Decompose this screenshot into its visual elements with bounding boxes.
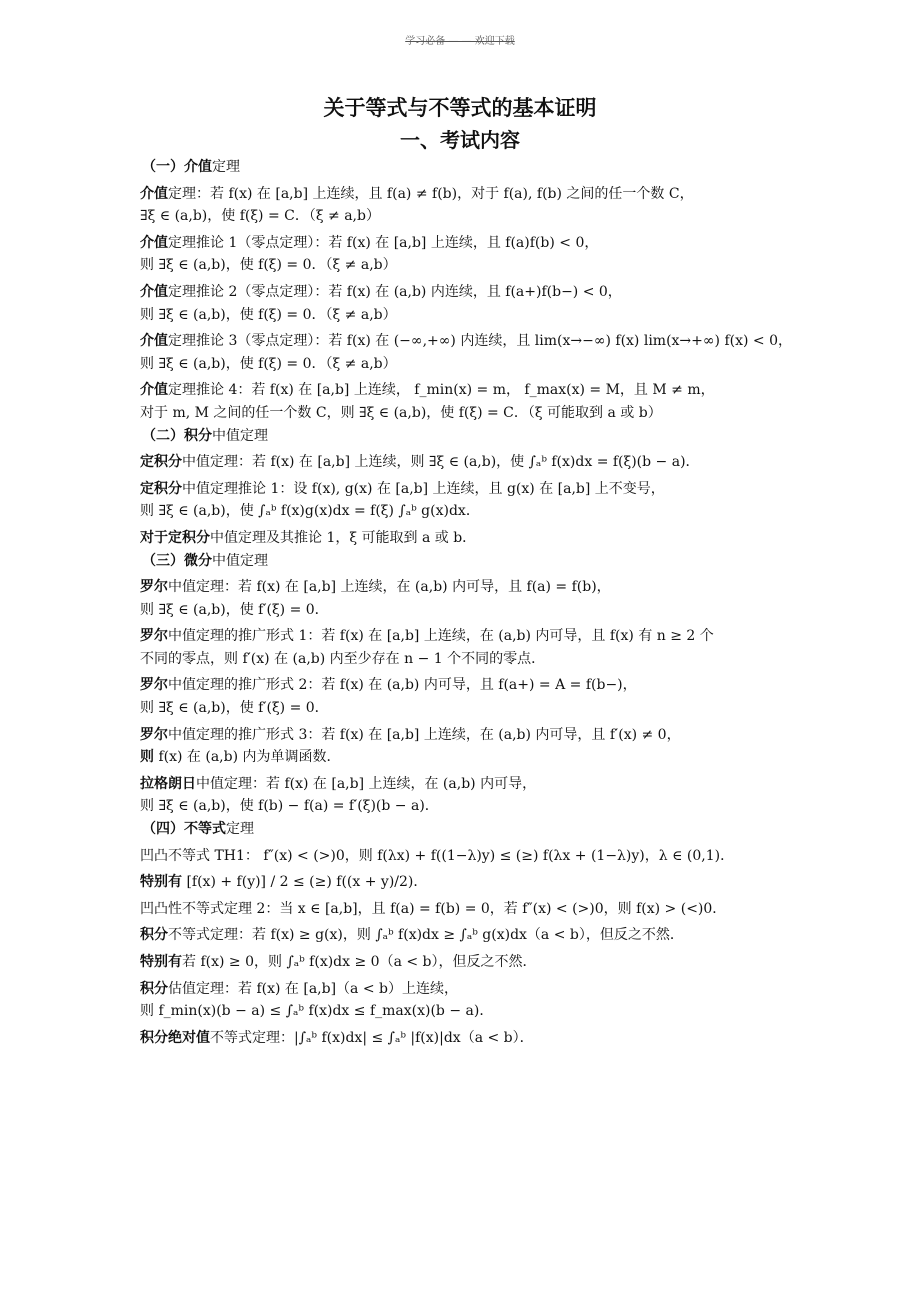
theorem-continuation (140, 402, 800, 425)
line-text: 中值定理及其推论 1，ξ 可能取到 a 或 b． (210, 529, 477, 546)
line-text: 凹凸不等式 TH1： f″(x) < (>)0，则 f(λx) + f((1−λ)y) ≤ (≥) f(λx + (1−λ)y)，λ ∈ (0,1)． (140, 847, 735, 864)
theorem-line (140, 1027, 800, 1050)
section-title (140, 550, 800, 573)
line-text: 定理推论 4：若 f(x) 在 [a,b] 上连续， f_min(x) = m， f_max(x) = M，且 M ≠ m， (168, 382, 715, 399)
line-text: f(x) 在 (a,b) 内为单调函数． (154, 749, 341, 766)
line-text: 则 ∃ξ ∈ (a,b)，使 ∫ₐᵇ f(x)g(x)dx = f(ξ) ∫ₐᵇ g(x)dx． (140, 503, 480, 520)
theorem-line (140, 951, 800, 974)
line-text: 定理推论 1（零点定理）：若 f(x) 在 [a,b] 上连续，且 f(a)f(b) < 0， (168, 234, 599, 251)
bold-term: 罗尔 (140, 628, 168, 645)
line-text: 定理推论 3（零点定理）：若 f(x) 在 (−∞,+∞) 内连续，且 lim(x→−∞) f(x) lim(x→+∞) f(x) < 0， (168, 333, 793, 350)
theorem-line (140, 898, 800, 921)
bold-term: 拉格朗日 (140, 775, 196, 792)
line-text: 不同的零点，则 f′(x) 在 (a,b) 内至少存在 n − 1 个不同的零点． (140, 650, 546, 667)
bold-term: 定积分 (140, 480, 182, 497)
theorem-continuation (140, 254, 800, 277)
line-text: 中值定理的推广形式 2：若 f(x) 在 (a,b) 内可导，且 f(a+) = A = f(b−)， (168, 677, 637, 694)
page-header: 学习必备 — — 欢迎下载 (405, 36, 515, 47)
theorem-line (140, 281, 800, 304)
line-text: 中值定理：若 f(x) 在 [a,b] 上连续，在 (a,b) 内可导， (196, 775, 537, 792)
line-text: 则 f_min(x)(b − a) ≤ ∫ₐᵇ f(x)dx ≤ f_max(x)(b − a)． (140, 1003, 494, 1020)
line-text: 则 ∃ξ ∈ (a,b)，使 f(ξ) = 0．（ξ ≠ a,b） (140, 355, 397, 372)
line-text: 定理 (212, 159, 240, 175)
bold-term: 特别有 (140, 874, 182, 891)
theorem-continuation (140, 795, 800, 818)
line-text: 若 f(x) ≥ 0，则 ∫ₐᵇ f(x)dx ≥ 0（a < b），但反之不然． (182, 954, 537, 970)
bold-term: （二）积分 (142, 427, 212, 444)
theorem-line (140, 773, 800, 796)
line-text: 中值定理的推广形式 3：若 f(x) 在 [a,b] 上连续，在 (a,b) 内可导，且 f′(x) ≠ 0， (168, 726, 681, 743)
line-text: 对于 m, M 之间的任一个数 C，则 ∃ξ ∈ (a,b)，使 f(ξ) = C．（ξ 可能取到 a 或 b） (140, 404, 662, 421)
theorem-line (140, 576, 800, 599)
bold-term: 罗尔 (140, 726, 168, 743)
theorem-continuation (140, 304, 800, 327)
theorem-line (140, 978, 800, 1001)
theorem-line (140, 379, 800, 402)
line-text: 不等式定理：|∫ₐᵇ f(x)dx| ≤ ∫ₐᵇ |f(x)|dx（a < b）． (210, 1029, 534, 1046)
line-text: 中值定理 (212, 427, 268, 444)
theorem-line (140, 724, 800, 747)
section-title (140, 156, 800, 179)
bold-term: 积分 (140, 980, 168, 997)
theorem-line (140, 845, 800, 868)
theorem-line (140, 330, 800, 353)
line-text: 则 ∃ξ ∈ (a,b)，使 f(ξ) = 0．（ξ ≠ a,b） (140, 306, 397, 323)
line-text: 则 ∃ξ ∈ (a,b)，使 f′(ξ) = 0． (140, 700, 329, 717)
theorem-line (140, 527, 800, 550)
line-text: 中值定理：若 f(x) 在 [a,b] 上连续，在 (a,b) 内可导，且 f(a) = f(b)， (168, 579, 611, 596)
theorem-continuation (140, 353, 800, 376)
bold-term: 介值 (140, 333, 168, 350)
bold-term: （一）介值 (142, 159, 212, 175)
bold-term: 特别有 (140, 954, 182, 970)
bold-term: 定积分 (140, 454, 182, 471)
theorem-line (140, 451, 800, 474)
theorem-line (140, 674, 800, 697)
line-text: 估值定理：若 f(x) 在 [a,b]（a < b）上连续， (168, 980, 458, 997)
line-text: 中值定理的推广形式 1：若 f(x) 在 [a,b] 上连续，在 (a,b) 内可导，且 f(x) 有 n ≥ 2 个 (168, 628, 714, 645)
theorem-line (140, 232, 800, 255)
line-text: 则 ∃ξ ∈ (a,b)，使 f(ξ) = 0．（ξ ≠ a,b） (140, 257, 397, 274)
line-text: 中值定理：若 f(x) 在 [a,b] 上连续，则 ∃ξ ∈ (a,b)，使 ∫ₐᵇ f(x)dx = f(ξ)(b − a)． (182, 454, 700, 471)
line-text: 则 ∃ξ ∈ (a,b)，使 f(b) − f(a) = f′(ξ)(b − a)． (140, 798, 439, 815)
section-title (140, 425, 800, 448)
theorem-continuation (140, 205, 800, 228)
bold-term: 罗尔 (140, 677, 168, 694)
theorem-continuation (140, 599, 800, 622)
bold-term: 罗尔 (140, 579, 168, 596)
bold-term: 介值 (140, 185, 168, 202)
line-text: 中值定理 (212, 552, 268, 569)
line-text: 中值定理推论 1：设 f(x), g(x) 在 [a,b] 上连续，且 g(x) 在 [a,b] 上不变号， (182, 480, 665, 497)
theorem-continuation (140, 697, 800, 720)
theorem-continuation (140, 1000, 800, 1023)
bold-term: 介值 (140, 382, 168, 399)
theorem-line (140, 625, 800, 648)
theorem-line (140, 871, 800, 894)
line-text: 凹凸性不等式定理 2：当 x ∈ [a,b]，且 f(a) = f(b) = 0，若 f″(x) < (>)0，则 f(x) > (<)0． (140, 900, 727, 917)
theorem-continuation (140, 500, 800, 523)
bold-term: （三）微分 (142, 552, 212, 569)
line-text: 定理：若 f(x) 在 [a,b] 上连续，且 f(a) ≠ f(b)，对于 f(a), f(b) 之间的任一个数 C， (168, 185, 694, 202)
theorem-continuation (140, 746, 800, 769)
line-text: 不等式定理：若 f(x) ≥ g(x)，则 ∫ₐᵇ f(x)dx ≥ ∫ₐᵇ g(x)dx（a < b），但反之不然． (168, 927, 684, 944)
bold-term: 则 (140, 749, 154, 766)
bold-term: 对于定积分 (140, 529, 210, 546)
document-body (140, 156, 800, 1049)
section-heading: 一、考试内容 (400, 128, 520, 152)
line-text: 则 ∃ξ ∈ (a,b)，使 f′(ξ) = 0． (140, 601, 329, 618)
bold-term: （四）不等式 (142, 821, 226, 838)
bold-term: 积分绝对值 (140, 1029, 210, 1046)
bold-term: 介值 (140, 234, 168, 251)
bold-term: 介值 (140, 283, 168, 300)
line-text: 定理推论 2（零点定理）：若 f(x) 在 (a,b) 内连续，且 f(a+)f(b−) < 0， (168, 283, 622, 300)
theorem-line (140, 924, 800, 947)
line-text: ∃ξ ∈ (a,b)，使 f(ξ) = C．（ξ ≠ a,b） (140, 208, 380, 225)
theorem-line (140, 478, 800, 501)
line-text: [f(x) + f(y)] / 2 ≤ (≥) f((x + y)/2)． (182, 874, 428, 891)
document-title: 关于等式与不等式的基本证明 (323, 95, 597, 120)
theorem-continuation (140, 648, 800, 671)
line-text: 定理 (226, 821, 254, 838)
bold-term: 积分 (140, 927, 168, 944)
theorem-line (140, 183, 800, 206)
section-title (140, 818, 800, 841)
